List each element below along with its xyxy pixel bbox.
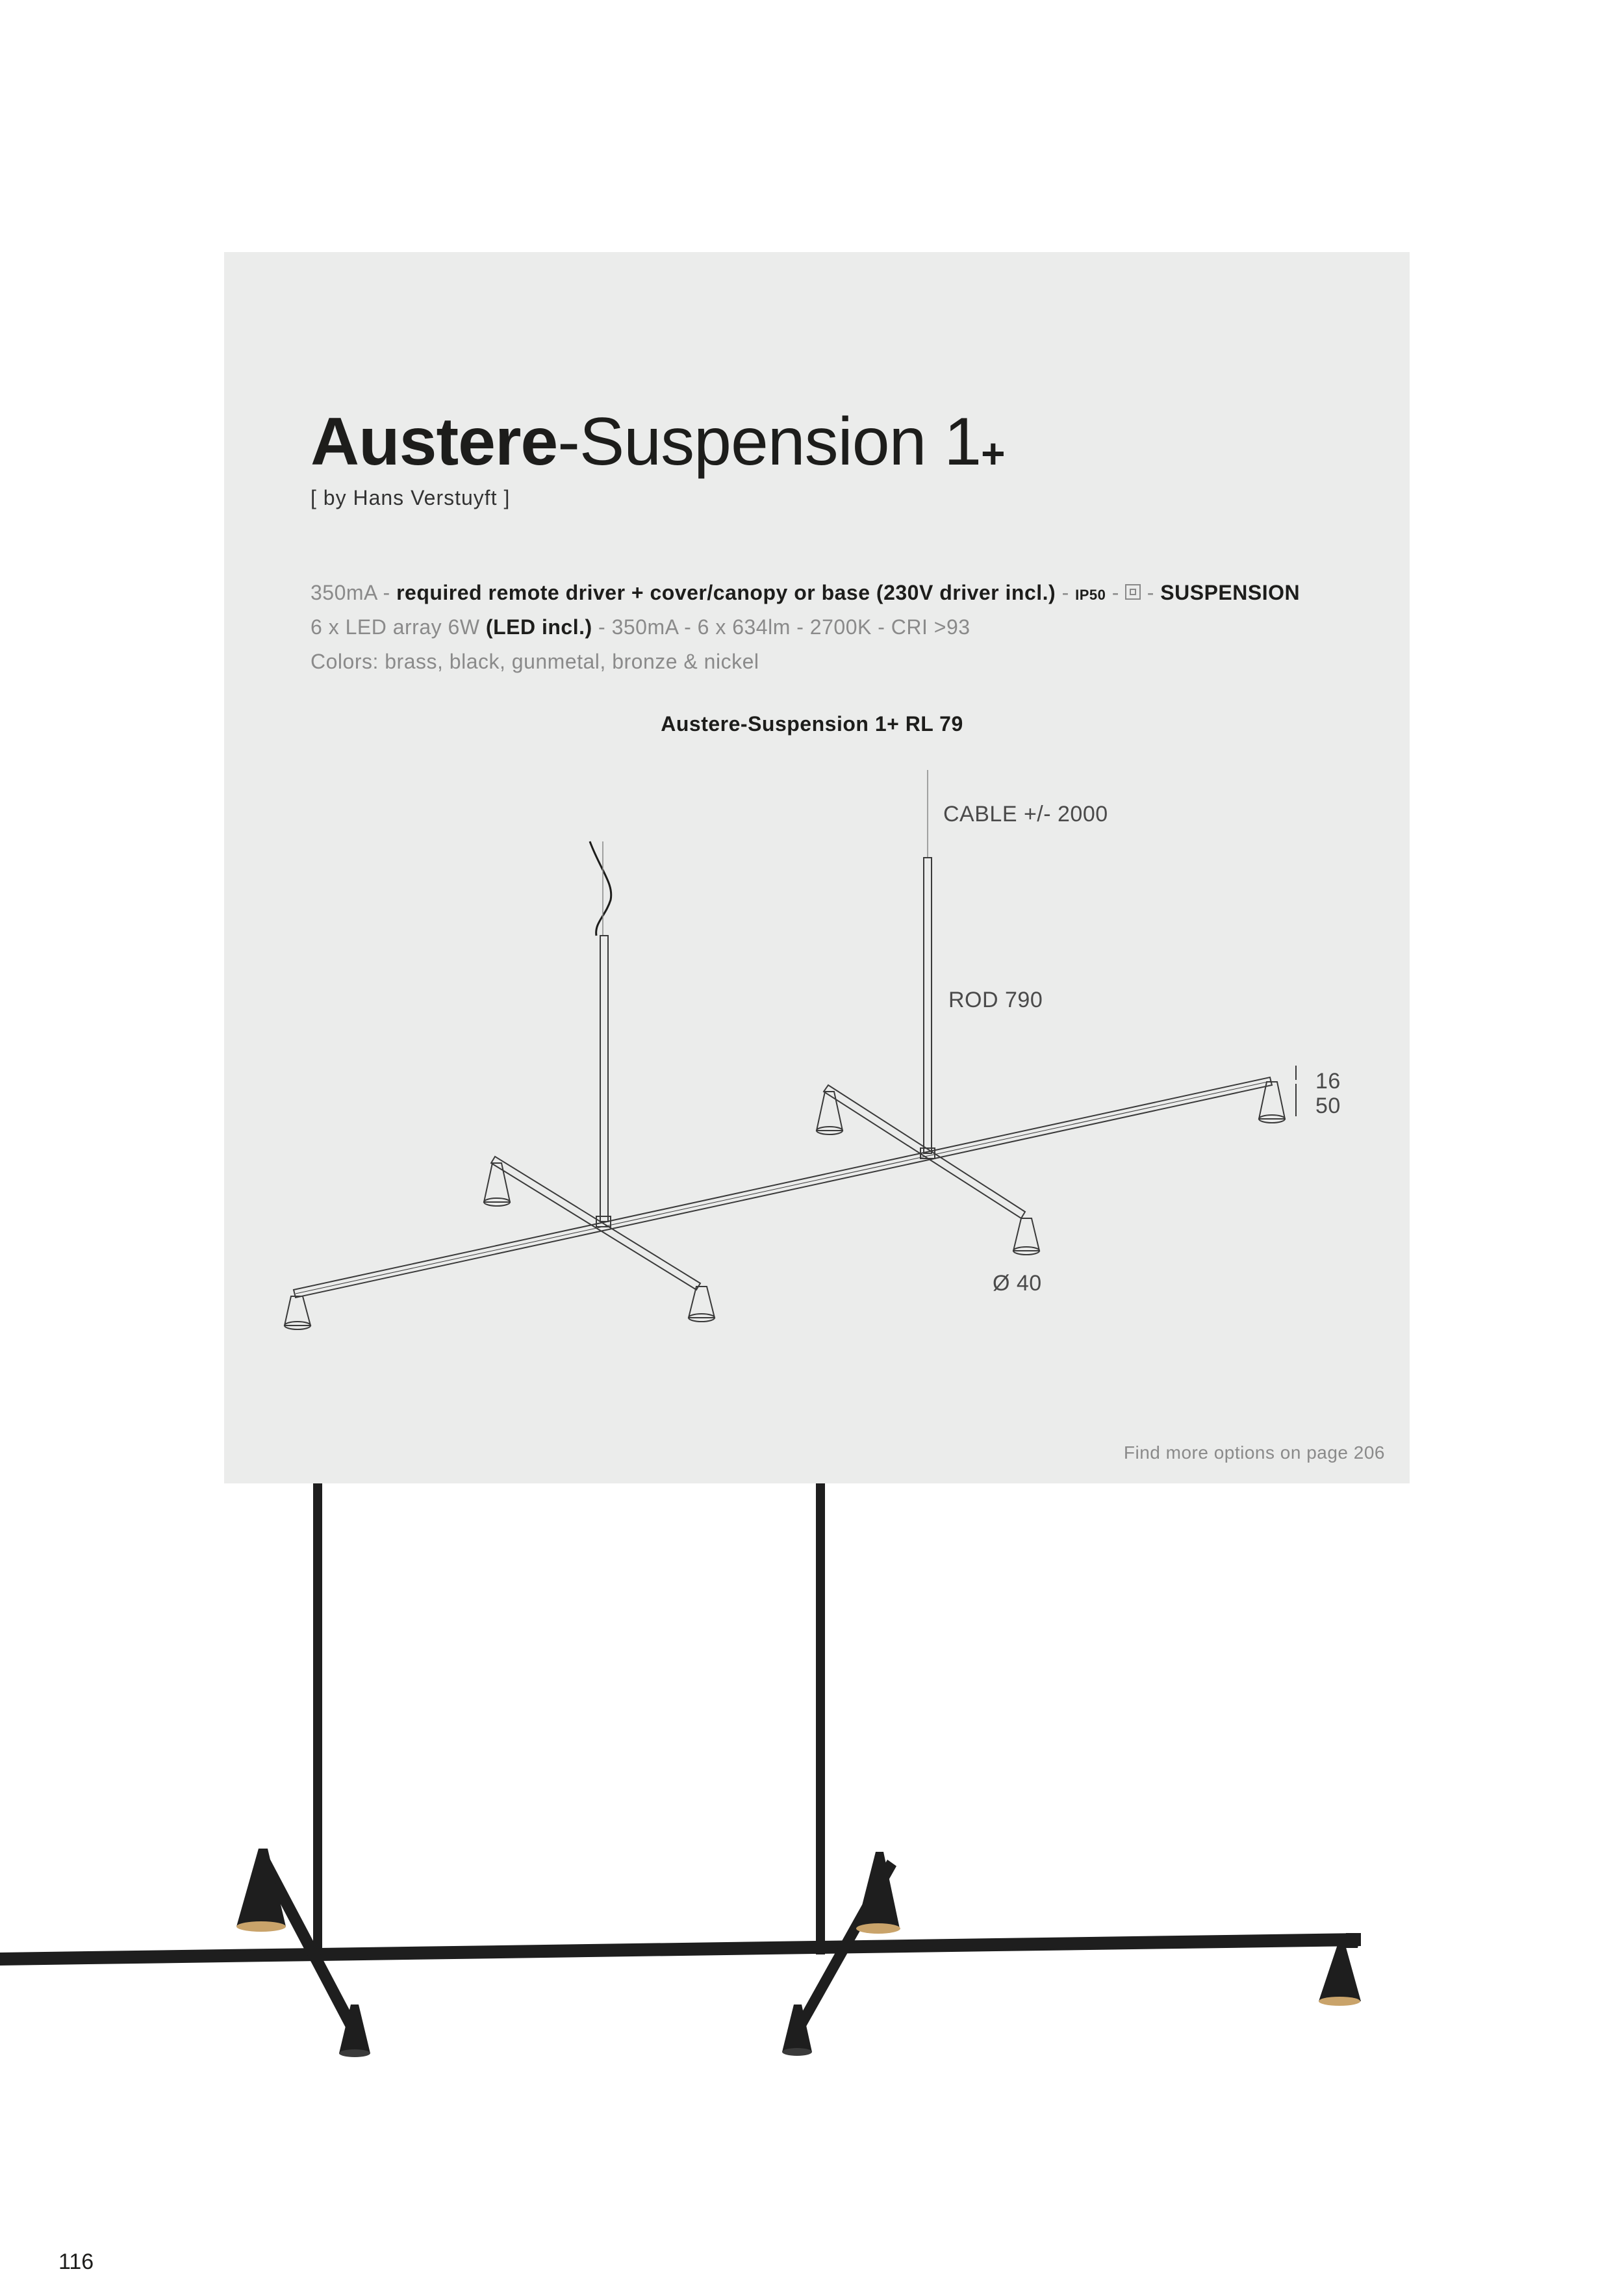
rod-right (924, 858, 932, 1153)
spec-current: 350mA - (311, 581, 390, 604)
shade-6 (1259, 1082, 1285, 1123)
spec-separator: - (1111, 581, 1119, 604)
shade-5 (1013, 1218, 1039, 1255)
product-photo (0, 1483, 1361, 2057)
product-model: -Suspension 1 (557, 404, 982, 480)
shade-1 (285, 1296, 311, 1329)
spec-led-details: - 350mA - 6 x 634lm - 2700K - CRI >93 (598, 615, 971, 639)
cable-left (590, 841, 611, 936)
photo-rod-right (816, 1483, 825, 1954)
photo-shade-3 (856, 1852, 900, 1934)
diameter-dimension: Ø 40 (993, 1271, 1042, 1296)
product-superscript: + (981, 430, 1005, 477)
spec-type: SUSPENSION (1160, 581, 1300, 604)
ip-rating: IP50 (1075, 587, 1106, 603)
rod-dimension: ROD 790 (948, 988, 1043, 1012)
spec-separator: - (1061, 581, 1069, 604)
shade-3 (689, 1287, 715, 1322)
more-options-note: Find more options on page 206 (1123, 1442, 1385, 1463)
main-bar-edge (296, 1081, 1271, 1294)
cable-dimension: CABLE +/- 2000 (943, 802, 1108, 826)
photo-rod-left (313, 1483, 322, 1954)
shade-2 (484, 1163, 510, 1206)
spec-separator: - (1147, 581, 1154, 604)
line-drawing (285, 770, 1296, 1329)
designer-credit: [ by Hans Verstuyft ] (311, 486, 511, 509)
spec-driver: required remote driver + cover/canopy or base (230V driver incl.) (396, 581, 1056, 604)
height-dimension-bottom: 50 (1315, 1094, 1341, 1118)
spec-led-incl: (LED incl.) (485, 615, 592, 639)
rod-left (600, 936, 608, 1222)
spec-line-colors: Colors: brass, black, gunmetal, bronze & nickel (311, 650, 759, 673)
page-number: 116 (58, 2249, 94, 2274)
photo-main-bar (0, 1933, 1361, 1966)
spec-led: 6 x LED array 6W (311, 615, 480, 639)
drawing-title: Austere-Suspension 1+ RL 79 (661, 712, 963, 736)
photo-shade-5 (1319, 1943, 1361, 2006)
height-dimension-top: 16 (1315, 1069, 1341, 1094)
product-brand: Austere (311, 404, 558, 480)
shade-4 (817, 1092, 843, 1134)
